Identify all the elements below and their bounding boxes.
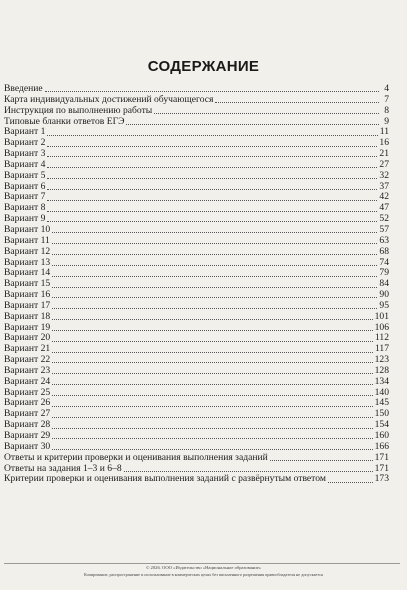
toc-entry-label: Вариант 5 (4, 169, 46, 181)
toc-entry-page-number: 57 (379, 223, 389, 235)
toc-entry (4, 453, 389, 464)
toc-entry-page-number: 106 (374, 321, 389, 333)
toc-entry-label: Вариант 27 (4, 408, 51, 420)
toc-entry-label: Вариант 14 (4, 267, 51, 279)
toc-entry (4, 225, 389, 236)
toc-entry-page-number: 140 (374, 386, 389, 398)
toc-entry-page-number: 21 (379, 148, 389, 160)
toc-dot-leader (47, 146, 377, 147)
toc-entry (4, 409, 389, 420)
toc-entry-page-number: 42 (379, 191, 389, 203)
toc-entry-label: Ответы на задания 1–3 и 6–8 (4, 462, 122, 474)
toc-entry (4, 388, 389, 399)
toc-entry-page-number: 8 (384, 104, 389, 116)
toc-dot-leader (52, 243, 378, 244)
toc-entry-label: Вариант 12 (4, 245, 51, 257)
toc-entry-page-number: 173 (374, 473, 389, 485)
toc-entry (4, 127, 389, 138)
toc-entry-page-number: 150 (374, 408, 389, 420)
toc-dot-leader (52, 362, 372, 363)
toc-entry (4, 398, 389, 409)
toc-dot-leader (52, 373, 372, 374)
toc-entry (4, 117, 389, 128)
toc-entry-page-number: 7 (384, 93, 389, 105)
toc-entry-page-number: 68 (379, 245, 389, 257)
toc-entry (4, 377, 389, 388)
footer-copyright: © 2026. ООО «Издательство «Национальное образование» (145, 565, 262, 570)
toc-dot-leader (52, 297, 377, 298)
toc-entry (4, 420, 389, 431)
toc-entry (4, 431, 389, 442)
toc-entry (4, 366, 389, 377)
toc-entry (4, 474, 389, 485)
toc-entry (4, 323, 389, 334)
toc-dot-leader (47, 189, 377, 190)
toc-dot-leader (45, 91, 379, 92)
toc-entry-page-number: 128 (374, 364, 389, 376)
toc-entry-label: Вариант 16 (4, 289, 51, 301)
toc-entry (4, 182, 389, 193)
toc-dot-leader (52, 341, 373, 342)
footer-notice: Копирование, распространение и использование в коммерческих целях без письменного разрешения правообладателя не допускается (84, 572, 323, 577)
toc-entry-label: Вариант 30 (4, 440, 51, 452)
toc-entry-page-number: 32 (379, 169, 389, 181)
toc-dot-leader (52, 232, 377, 233)
toc-dot-leader (47, 167, 377, 168)
toc-entry-label: Инструкция по выполнению работы (4, 104, 153, 116)
toc-entry-label: Вариант 7 (4, 191, 46, 203)
toc-entry-label: Вариант 18 (4, 310, 51, 322)
toc-entry-page-number: 37 (379, 180, 389, 192)
toc-entry-page-number: 95 (379, 299, 389, 311)
toc-entry-label: Вариант 20 (4, 332, 51, 344)
toc-entry (4, 203, 389, 214)
toc-dot-leader (270, 460, 373, 461)
toc-entry-page-number: 4 (384, 83, 389, 94)
toc-entry-page-number: 166 (374, 440, 389, 452)
toc-entry-label: Вариант 4 (4, 158, 46, 170)
toc-dot-leader (52, 417, 372, 418)
toc-entry-label: Вариант 9 (4, 213, 46, 225)
toc-entry-label: Вариант 22 (4, 354, 51, 366)
toc-dot-leader (52, 449, 372, 450)
toc-entry-page-number: 84 (379, 278, 389, 290)
toc-entry-page-number: 145 (374, 397, 389, 409)
toc-dot-leader (52, 428, 372, 429)
toc-entry-page-number: 101 (374, 310, 389, 322)
toc-entry (4, 214, 389, 225)
toc-dot-leader (47, 156, 377, 157)
toc-entry (4, 160, 389, 171)
toc-entry (4, 344, 389, 355)
toc-entry-label: Вариант 13 (4, 256, 51, 268)
toc-entry-page-number: 154 (374, 419, 389, 431)
toc-dot-leader (328, 482, 373, 483)
toc-dot-leader (47, 200, 377, 201)
toc-dot-leader (126, 124, 379, 125)
toc-entry-page-number: 9 (384, 115, 389, 127)
toc-entry-label: Вариант 29 (4, 430, 51, 441)
toc-entry-label: Критерии проверки и оценивания выполнения заданий с развёрнутым ответом (4, 473, 326, 485)
toc-entry (4, 138, 389, 149)
toc-dot-leader (47, 135, 377, 136)
toc-entry (4, 258, 389, 269)
toc-dot-leader (52, 254, 377, 255)
toc-entry (4, 355, 389, 366)
toc-entry-label: Вариант 6 (4, 180, 46, 192)
toc-entry-label: Вариант 28 (4, 419, 51, 431)
toc-entry-label: Ответы и критерии проверки и оценивания выполнения заданий (4, 451, 268, 463)
toc-dot-leader (52, 395, 372, 396)
toc-dot-leader (52, 384, 372, 385)
toc-entry-page-number: 11 (379, 126, 389, 138)
toc-entry (4, 171, 389, 182)
toc-dot-leader (52, 265, 377, 266)
toc-entry-page-number: 134 (374, 375, 389, 387)
footer-divider (4, 563, 400, 564)
toc-entry-page-number: 171 (374, 451, 389, 463)
toc-entry-page-number: 16 (379, 137, 389, 149)
toc-entry-label: Вариант 8 (4, 202, 46, 214)
toc-entry (4, 279, 389, 290)
toc-entry-page-number: 63 (379, 234, 389, 246)
toc-dot-leader (52, 319, 372, 320)
toc-entry-page-number: 112 (374, 332, 389, 344)
toc-entry (4, 149, 389, 160)
toc-entry-page-number: 160 (374, 430, 389, 441)
toc-entry-page-number: 123 (374, 354, 389, 366)
toc-dot-leader (47, 178, 377, 179)
toc-entry-label: Вариант 3 (4, 148, 46, 160)
toc-entry-label: Вариант 19 (4, 321, 51, 333)
toc-dot-leader (52, 406, 372, 407)
toc-entry-label: Вариант 26 (4, 397, 51, 409)
toc-dot-leader (52, 308, 377, 309)
toc-dot-leader (52, 438, 372, 439)
toc-entry-label: Вариант 10 (4, 223, 51, 235)
toc-dot-leader (47, 211, 377, 212)
toc-entry-page-number: 171 (374, 462, 389, 474)
page-title: СОДЕРЖАНИЕ (147, 58, 260, 75)
toc-dot-leader (215, 102, 379, 103)
toc-entry-page-number: 79 (379, 267, 389, 279)
toc-entry (4, 192, 389, 203)
toc-entry-label: Вариант 11 (4, 234, 50, 246)
toc-entry (4, 290, 389, 301)
toc-dot-leader (47, 221, 377, 222)
toc-entry-label: Типовые бланки ответов ЕГЭ (4, 115, 125, 127)
toc-dot-leader (154, 113, 379, 114)
toc-entry-page-number: 90 (379, 289, 389, 301)
toc-entry (4, 333, 389, 344)
toc-entry-label: Вариант 1 (4, 126, 46, 138)
table-of-contents (4, 84, 389, 485)
toc-entry-page-number: 27 (379, 158, 389, 170)
toc-entry-page-number: 47 (379, 202, 389, 214)
toc-entry-label: Вариант 2 (4, 137, 46, 149)
toc-entry-label: Вариант 17 (4, 299, 51, 311)
toc-entry (4, 247, 389, 258)
toc-entry-label: Вариант 15 (4, 278, 51, 290)
toc-entry-label: Карта индивидуальных достижений обучающегося (4, 93, 214, 105)
toc-entry-page-number: 117 (374, 343, 389, 355)
toc-entry-label: Вариант 23 (4, 364, 51, 376)
toc-entry-label: Вариант 25 (4, 386, 51, 398)
toc-entry (4, 236, 389, 247)
toc-dot-leader (52, 352, 373, 353)
toc-dot-leader (52, 276, 377, 277)
toc-entry-page-number: 52 (379, 213, 389, 225)
toc-entry (4, 312, 389, 323)
toc-entry-label: Введение (4, 83, 43, 94)
toc-entry-label: Вариант 21 (4, 343, 51, 355)
toc-entry (4, 106, 389, 117)
toc-entry-page-number: 74 (379, 256, 389, 268)
toc-entry-label: Вариант 24 (4, 375, 51, 387)
toc-dot-leader (52, 287, 377, 288)
toc-entry (4, 268, 389, 279)
toc-dot-leader (124, 471, 373, 472)
toc-entry (4, 301, 389, 312)
toc-dot-leader (52, 330, 372, 331)
